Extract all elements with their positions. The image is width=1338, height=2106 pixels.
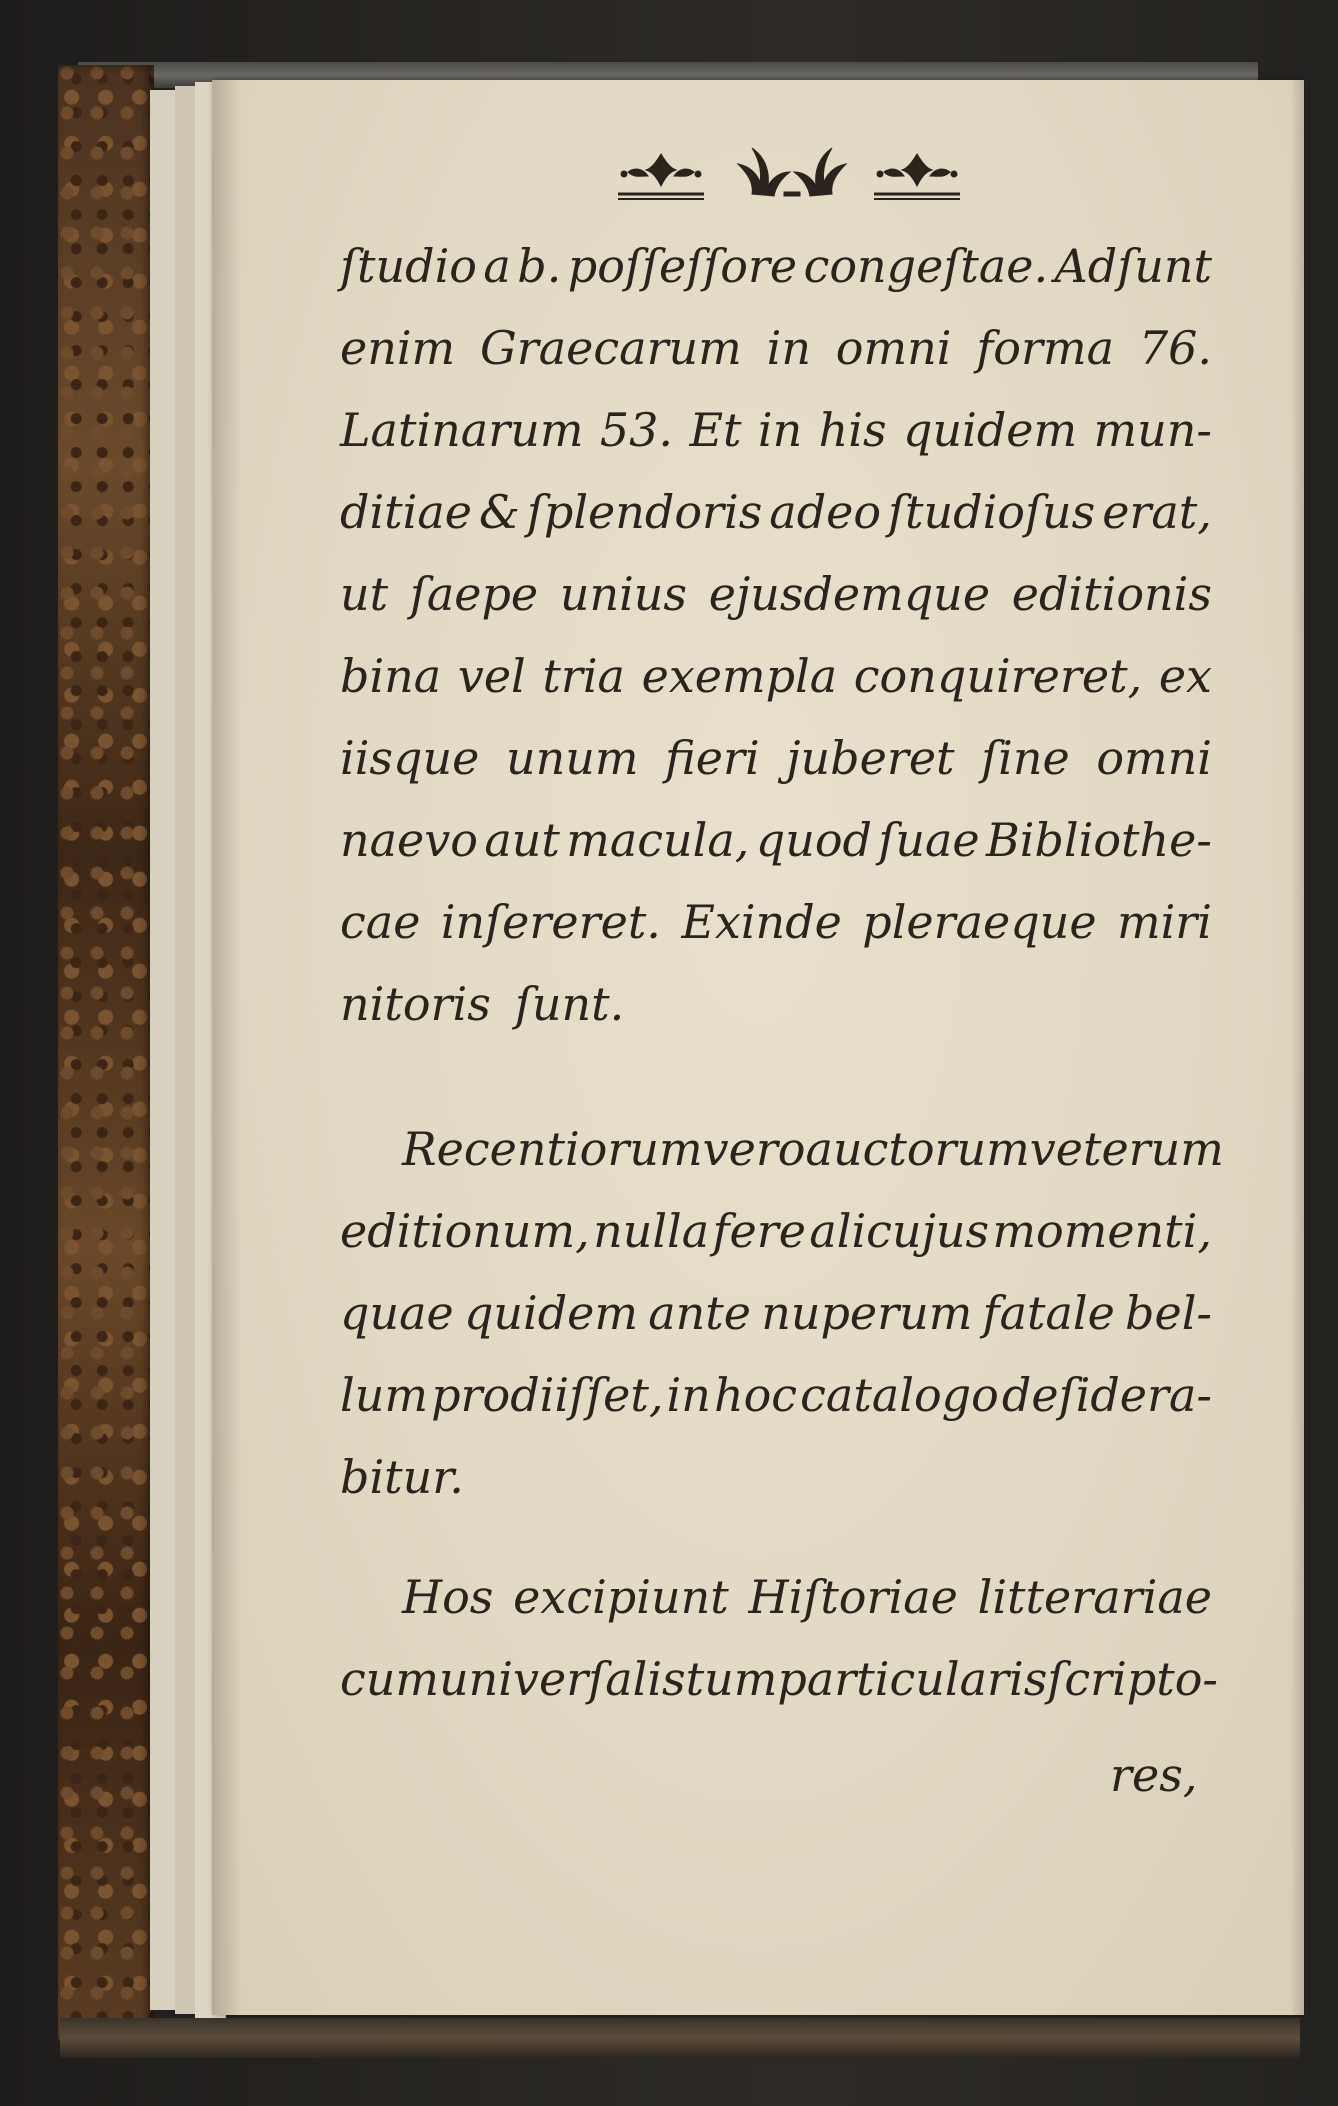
- text-line: [340, 553, 1212, 635]
- page-edge-shadow: [1290, 80, 1308, 2015]
- word: catalogo: [800, 1368, 999, 1422]
- text-line: [340, 1108, 1224, 1190]
- text-line: [340, 225, 1212, 307]
- word: editionis: [1011, 567, 1212, 621]
- word: naevo: [340, 813, 478, 867]
- word: macula,: [566, 813, 750, 867]
- word: adeo: [769, 485, 882, 539]
- word: in: [766, 321, 811, 375]
- text-line: [340, 963, 1212, 1045]
- word: vel: [457, 649, 526, 703]
- word: 76.: [1138, 321, 1212, 375]
- word: exempla: [641, 649, 838, 703]
- word: Graecarum: [480, 321, 742, 375]
- text-line: [340, 799, 1212, 881]
- word: ejusdemque: [708, 567, 991, 621]
- word: his: [818, 403, 887, 457]
- word: juberet: [786, 731, 955, 785]
- word: ſplendoris: [526, 485, 763, 539]
- word: congeſtae.: [803, 239, 1049, 293]
- word: mun-: [1093, 403, 1212, 457]
- word: conquireret,: [853, 649, 1143, 703]
- word: omni: [835, 321, 952, 375]
- word: fieri: [665, 731, 760, 785]
- page-gutter-shadow: [212, 80, 242, 2015]
- word: bitur.: [340, 1450, 464, 1504]
- text-line: [340, 717, 1212, 799]
- word: ſcripto-: [1047, 1652, 1218, 1706]
- text-line: [340, 1354, 1212, 1436]
- word: tria: [542, 649, 625, 703]
- text-line: [340, 1436, 1212, 1518]
- text-line: [340, 1556, 1212, 1638]
- word: in: [666, 1368, 711, 1422]
- word: quod: [755, 813, 872, 867]
- word: quae: [340, 1286, 454, 1340]
- word: ſtudio: [340, 239, 477, 293]
- word: alicujus: [809, 1204, 990, 1258]
- word: 53.: [599, 403, 674, 457]
- word: ſtudioſus: [888, 485, 1096, 539]
- word: tum: [685, 1652, 778, 1706]
- text-line: [340, 1638, 1218, 1720]
- word: Et: [689, 403, 742, 457]
- word: ſaepe: [409, 567, 539, 621]
- word: Exinde: [681, 895, 842, 949]
- word: nuperum: [761, 1286, 973, 1340]
- word: ante: [648, 1286, 751, 1340]
- word: erat,: [1102, 485, 1212, 539]
- word: momenti,: [992, 1204, 1212, 1258]
- word: &: [478, 485, 520, 539]
- text-line: [340, 881, 1212, 963]
- word: inſereret.: [440, 895, 661, 949]
- paragraph-2: [340, 1108, 1224, 1518]
- word: poſſeſſore: [567, 239, 798, 293]
- word: univerſalis: [439, 1652, 686, 1706]
- word: fere: [712, 1204, 806, 1258]
- word: aut: [484, 813, 560, 867]
- word: pleraeque: [862, 895, 1097, 949]
- word: unum: [505, 731, 639, 785]
- word: omni: [1096, 731, 1212, 785]
- word: quidem: [903, 403, 1078, 457]
- word: enim: [340, 321, 456, 375]
- word: Bibliothe-: [985, 813, 1212, 867]
- word: b.: [517, 239, 562, 293]
- word: ex: [1158, 649, 1212, 703]
- word: ut: [340, 567, 389, 621]
- word: prodiiſſet,: [431, 1368, 664, 1422]
- word: Recentiorum: [402, 1122, 703, 1176]
- word: vero: [702, 1122, 806, 1176]
- text-line: [340, 389, 1212, 471]
- word: Latinarum: [340, 403, 584, 457]
- word: Hiſtoriae: [748, 1570, 958, 1624]
- word: lum: [340, 1368, 428, 1422]
- word: deſidera-: [1001, 1368, 1212, 1422]
- text-line: [340, 1272, 1212, 1354]
- word: ſunt.: [514, 977, 625, 1031]
- text-line: [340, 307, 1212, 389]
- paragraph-1: [340, 225, 1212, 1045]
- word: Adſunt: [1054, 239, 1212, 293]
- word: excipiunt: [513, 1570, 729, 1624]
- fleuron-ornament-icon: [612, 142, 972, 204]
- word: nulla: [593, 1204, 710, 1258]
- paragraph-3: [340, 1556, 1218, 1720]
- word: veterum: [1029, 1122, 1224, 1176]
- word: ſuae: [878, 813, 980, 867]
- word: in: [757, 403, 803, 457]
- book-cover-bottom-edge: [60, 2018, 1300, 2058]
- word: ſine: [981, 731, 1070, 785]
- word: nitoris: [340, 977, 491, 1031]
- word: ditiae: [340, 485, 473, 539]
- word: miri: [1116, 895, 1212, 949]
- word: iisque: [340, 731, 480, 785]
- word: quidem: [463, 1286, 639, 1340]
- word: particularis: [777, 1652, 1048, 1706]
- word: cae: [340, 895, 421, 949]
- marbled-book-cover: [58, 65, 154, 2040]
- word: a: [483, 239, 511, 293]
- word: unius: [559, 567, 688, 621]
- text-line: [340, 1190, 1212, 1272]
- word: litterariae: [977, 1570, 1212, 1624]
- word: hoc: [713, 1368, 798, 1422]
- word: Hos: [402, 1570, 494, 1624]
- word: cum: [340, 1652, 440, 1706]
- word: auctorum: [805, 1122, 1030, 1176]
- catchword: res,: [1110, 1748, 1198, 1802]
- text-line: [340, 471, 1212, 553]
- word: fatale: [982, 1286, 1115, 1340]
- word: editionum,: [340, 1204, 590, 1258]
- word: bina: [340, 649, 442, 703]
- word: bel-: [1125, 1286, 1212, 1340]
- text-line: [340, 635, 1212, 717]
- word: forma: [976, 321, 1115, 375]
